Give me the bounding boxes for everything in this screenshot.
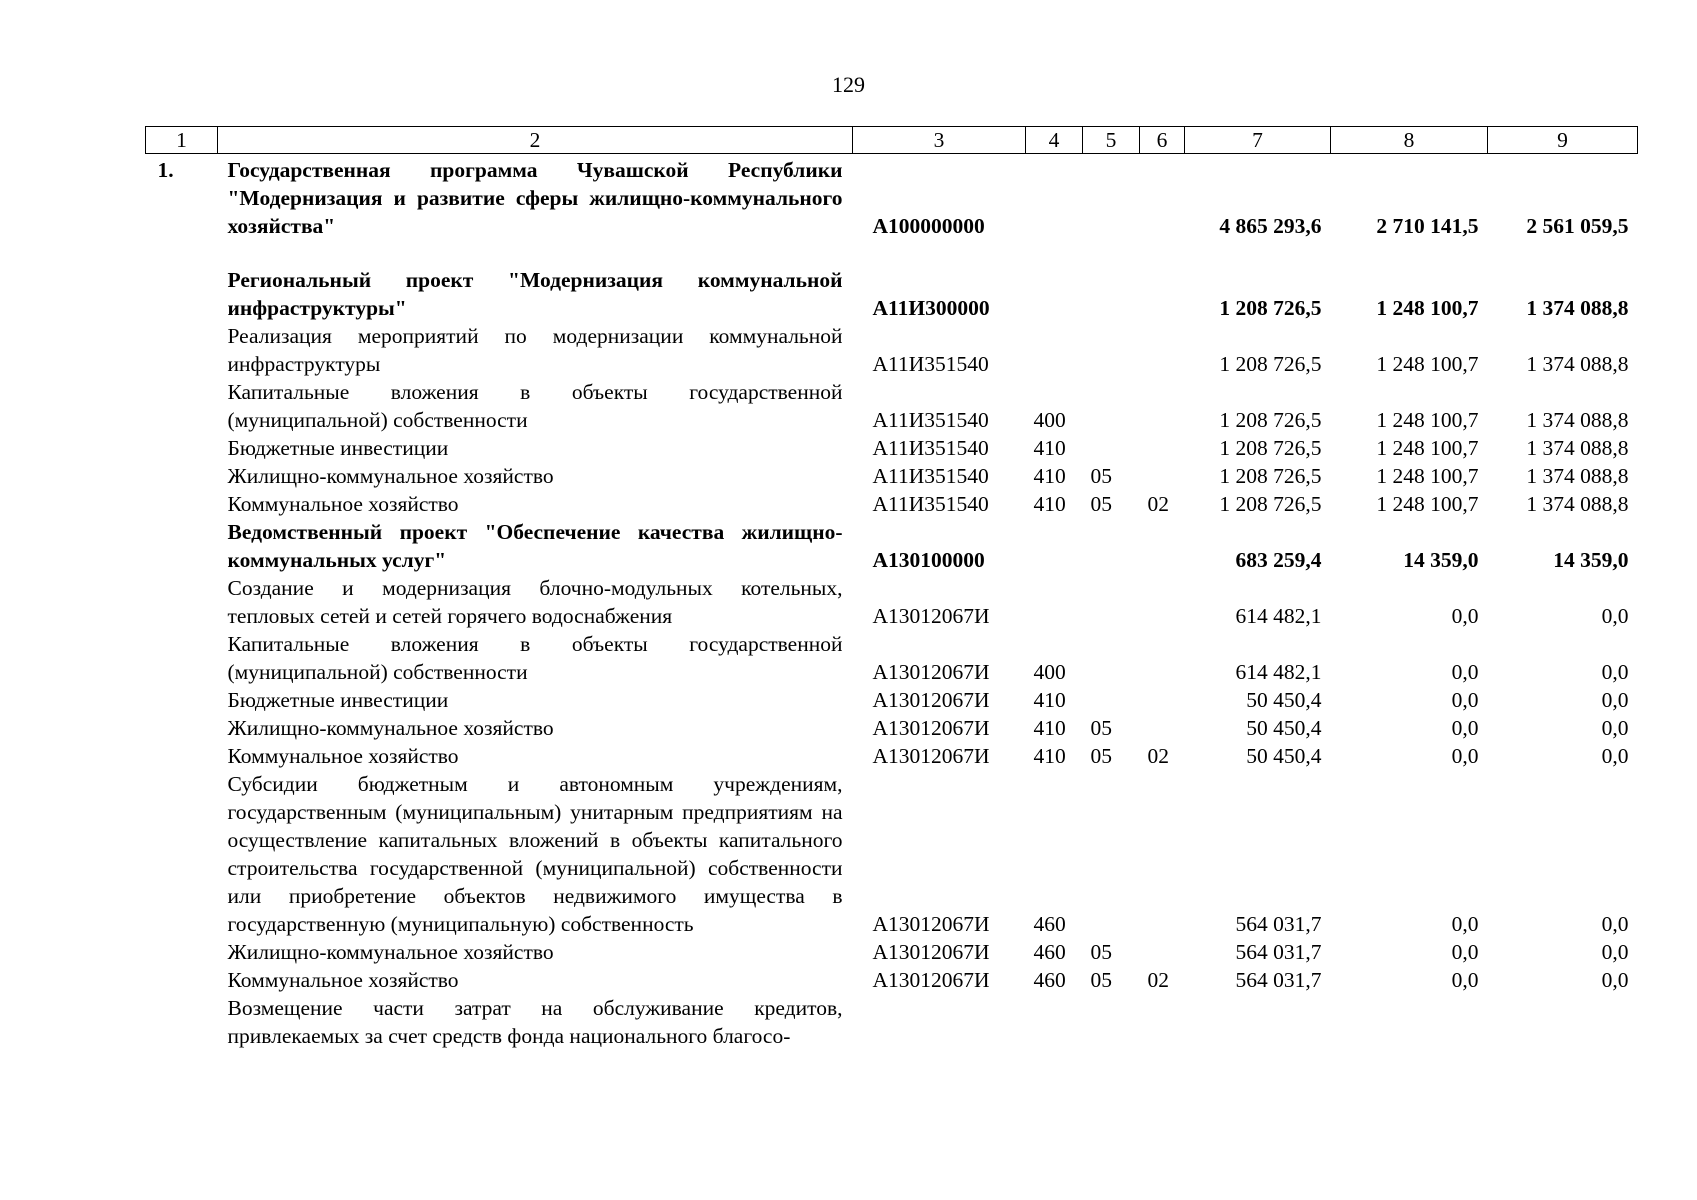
row-name: Субсидии бюджетным и автономным учреждениям, государственным (муниципальным) унитарным предприятиям на осуществление капитальных вложений в объекты капитального строительства государственной (муниципальной) собственности или приобретение объектов недвижимого имущества в государственную (муниципальную) собственность (227, 772, 843, 936)
table-row (146, 154, 1638, 241)
amount-col8 (1331, 994, 1488, 1050)
amount-col9: 1 374 088,8 (1526, 492, 1629, 516)
target-article-code: A11И351540 (872, 464, 989, 488)
target-article-code: A11И351540 (872, 352, 989, 376)
row-name: Коммунальное хозяйство (227, 744, 459, 768)
target-article-code: A130100000 (872, 548, 985, 572)
section-code: 05 (1090, 464, 1112, 488)
amount-col7: 50 450,4 (1246, 744, 1322, 768)
amount-col7: 4 865 293,6 (1219, 214, 1322, 238)
row-name: Государственная программа Чувашской Республики "Модернизация и развитие сферы жилищно-коммунального хозяйства" (227, 158, 843, 238)
subsection-code (1140, 434, 1185, 462)
amount-col7: 564 031,7 (1235, 912, 1322, 936)
column-header: 3 (853, 127, 1026, 154)
expense-type-code (1026, 994, 1083, 1050)
table-row (146, 714, 1638, 742)
target-article-code: A13012067И (872, 744, 990, 768)
subsection-code (1140, 266, 1185, 322)
amount-col8: 0,0 (1451, 940, 1479, 964)
subsection-code (1140, 154, 1185, 241)
amount-col7: 564 031,7 (1235, 968, 1322, 992)
amount-col8: 1 248 100,7 (1376, 436, 1479, 460)
expense-type-code: 410 (1033, 436, 1066, 460)
amount-col9: 1 374 088,8 (1526, 296, 1629, 320)
table-row (146, 266, 1638, 322)
subsection-code (1140, 378, 1185, 434)
amount-col9: 0,0 (1601, 912, 1629, 936)
target-article-code: A13012067И (872, 604, 990, 628)
row-number (146, 266, 218, 322)
section-code: 05 (1090, 716, 1112, 740)
page-number: 129 (832, 72, 865, 97)
table-row (146, 490, 1638, 518)
amount-col7: 1 208 726,5 (1219, 464, 1322, 488)
column-header: 2 (218, 127, 853, 154)
column-header: 5 (1083, 127, 1140, 154)
row-number (146, 574, 218, 630)
amount-col9: 0,0 (1601, 604, 1629, 628)
amount-col9: 0,0 (1601, 716, 1629, 740)
row-number (146, 966, 218, 994)
amount-col8: 1 248 100,7 (1376, 408, 1479, 432)
subsection-code (1140, 322, 1185, 378)
subsection-code (1140, 686, 1185, 714)
section-code: 05 (1090, 940, 1112, 964)
row-name: Жилищно-коммунальное хозяйство (227, 716, 554, 740)
row-name: Капитальные вложения в объекты государственной (муниципальной) собственности (227, 632, 843, 684)
table-body (146, 154, 1638, 1051)
subsection-code (1140, 994, 1185, 1050)
table-row (146, 434, 1638, 462)
row-name: Ведомственный проект "Обеспечение качества жилищно-коммунальных услуг" (227, 520, 843, 572)
subsection-code (1140, 462, 1185, 490)
table-row (146, 770, 1638, 938)
target-article-code: A13012067И (872, 968, 990, 992)
row-name: Жилищно-коммунальное хозяйство (227, 464, 554, 488)
subsection-code: 02 (1147, 968, 1169, 992)
row-number (146, 714, 218, 742)
row-name: Бюджетные инвестиции (227, 436, 449, 460)
row-number (146, 434, 218, 462)
expense-type-code (1026, 574, 1083, 630)
amount-col9: 2 561 059,5 (1526, 214, 1629, 238)
table-row (146, 322, 1638, 378)
amount-col7: 564 031,7 (1235, 940, 1322, 964)
target-article-code: A11И300000 (872, 296, 990, 320)
amount-col9: 0,0 (1601, 968, 1629, 992)
amount-col8: 0,0 (1451, 744, 1479, 768)
expense-type-code (1026, 266, 1083, 322)
row-number: 1. (157, 158, 174, 182)
subsection-code (1140, 518, 1185, 574)
target-article-code: A13012067И (872, 660, 990, 684)
amount-col9: 1 374 088,8 (1526, 408, 1629, 432)
row-number (146, 770, 218, 938)
amount-col8: 1 248 100,7 (1376, 464, 1479, 488)
target-article-code: A13012067И (872, 716, 990, 740)
amount-col7: 50 450,4 (1246, 688, 1322, 712)
column-header: 1 (146, 127, 218, 154)
target-article-code: A13012067И (872, 688, 990, 712)
table-row (146, 378, 1638, 434)
section-code: 05 (1090, 492, 1112, 516)
row-name: Бюджетные инвестиции (227, 688, 449, 712)
amount-col9: 0,0 (1601, 744, 1629, 768)
budget-table (145, 126, 1638, 1050)
expense-type-code: 410 (1033, 688, 1066, 712)
column-header: 9 (1488, 127, 1638, 154)
amount-col8: 0,0 (1451, 912, 1479, 936)
section-code (1083, 518, 1140, 574)
section-code (1083, 994, 1140, 1050)
target-article-code: A13012067И (872, 912, 990, 936)
row-name: Региональный проект "Модернизация коммунальной инфраструктуры" (227, 268, 843, 320)
row-name: Возмещение части затрат на обслуживание кредитов, привлекаемых за счет средств фонда национального благосо- (227, 996, 843, 1048)
row-number (146, 462, 218, 490)
amount-col9: 1 374 088,8 (1526, 352, 1629, 376)
amount-col7: 1 208 726,5 (1219, 296, 1322, 320)
expense-type-code: 410 (1033, 716, 1066, 740)
amount-col7 (1185, 994, 1331, 1050)
row-number (146, 518, 218, 574)
target-article-code: A11И351540 (872, 492, 989, 516)
table-row (146, 994, 1638, 1050)
section-code (1083, 322, 1140, 378)
table-row (146, 742, 1638, 770)
amount-col8: 0,0 (1451, 968, 1479, 992)
expense-type-code (1026, 322, 1083, 378)
row-name: Коммунальное хозяйство (227, 492, 459, 516)
amount-col8: 1 248 100,7 (1376, 296, 1479, 320)
subsection-code (1140, 714, 1185, 742)
row-name: Коммунальное хозяйство (227, 968, 459, 992)
expense-type-code: 460 (1033, 968, 1066, 992)
table-row (146, 686, 1638, 714)
amount-col9: 0,0 (1601, 940, 1629, 964)
amount-col7: 1 208 726,5 (1219, 492, 1322, 516)
section-code (1083, 266, 1140, 322)
row-number (146, 742, 218, 770)
section-code (1083, 630, 1140, 686)
row-number (146, 322, 218, 378)
section-code (1083, 434, 1140, 462)
expense-type-code: 400 (1033, 408, 1066, 432)
amount-col7: 614 482,1 (1235, 604, 1322, 628)
section-code (1083, 378, 1140, 434)
section-code (1083, 770, 1140, 938)
subsection-code: 02 (1147, 744, 1169, 768)
table-row (146, 630, 1638, 686)
amount-col7: 1 208 726,5 (1219, 408, 1322, 432)
column-header: 6 (1140, 127, 1185, 154)
expense-type-code: 410 (1033, 492, 1066, 516)
table-row (146, 574, 1638, 630)
expense-type-code: 460 (1033, 912, 1066, 936)
column-number-header (146, 127, 1638, 154)
column-header: 4 (1026, 127, 1083, 154)
row-name: Капитальные вложения в объекты государственной (муниципальной) собственности (227, 380, 843, 432)
table-row (146, 966, 1638, 994)
amount-col7: 50 450,4 (1246, 716, 1322, 740)
expense-type-code (1026, 518, 1083, 574)
row-number (146, 490, 218, 518)
subsection-code (1140, 574, 1185, 630)
row-name: Жилищно-коммунальное хозяйство (227, 940, 554, 964)
subsection-code (1140, 770, 1185, 938)
amount-col7: 1 208 726,5 (1219, 352, 1322, 376)
table-row (146, 938, 1638, 966)
row-name: Реализация мероприятий по модернизации коммунальной инфраструктуры (227, 324, 843, 376)
amount-col7: 1 208 726,5 (1219, 436, 1322, 460)
expense-type-code: 410 (1033, 744, 1066, 768)
amount-col8: 1 248 100,7 (1376, 352, 1479, 376)
section-code: 05 (1090, 744, 1112, 768)
amount-col8: 0,0 (1451, 660, 1479, 684)
amount-col9: 0,0 (1601, 688, 1629, 712)
section-code (1083, 574, 1140, 630)
row-number (146, 378, 218, 434)
amount-col8: 2 710 141,5 (1376, 214, 1479, 238)
target-article-code: A100000000 (872, 214, 985, 238)
expense-type-code: 410 (1033, 464, 1066, 488)
expense-type-code: 460 (1033, 940, 1066, 964)
section-code (1083, 154, 1140, 241)
amount-col9 (1488, 994, 1638, 1050)
subsection-code: 02 (1147, 492, 1169, 516)
amount-col8: 0,0 (1451, 604, 1479, 628)
subsection-code (1140, 630, 1185, 686)
column-header: 7 (1185, 127, 1331, 154)
section-code: 05 (1090, 968, 1112, 992)
subsection-code (1140, 938, 1185, 966)
target-article-code: A11И351540 (872, 408, 989, 432)
amount-col9: 1 374 088,8 (1526, 464, 1629, 488)
row-number (146, 938, 218, 966)
section-code (1083, 686, 1140, 714)
target-article-code: A11И351540 (872, 436, 989, 460)
amount-col9: 1 374 088,8 (1526, 436, 1629, 460)
amount-col8: 14 359,0 (1403, 548, 1479, 572)
target-article-code: A13012067И (872, 940, 990, 964)
expense-type-code: 400 (1033, 660, 1066, 684)
row-number (146, 630, 218, 686)
row-number (146, 994, 218, 1050)
row-number (146, 686, 218, 714)
target-article-code (853, 994, 1026, 1050)
row-name: Создание и модернизация блочно-модульных котельных, тепловых сетей и сетей горячего водоснабжения (227, 576, 843, 628)
amount-col9: 0,0 (1601, 660, 1629, 684)
table-row (146, 462, 1638, 490)
spacer-row (146, 240, 1638, 266)
amount-col8: 0,0 (1451, 716, 1479, 740)
expense-type-code (1026, 154, 1083, 241)
amount-col9: 14 359,0 (1553, 548, 1629, 572)
amount-col7: 614 482,1 (1235, 660, 1322, 684)
amount-col8: 1 248 100,7 (1376, 492, 1479, 516)
table-row (146, 518, 1638, 574)
amount-col7: 683 259,4 (1235, 548, 1322, 572)
column-header: 8 (1331, 127, 1488, 154)
amount-col8: 0,0 (1451, 688, 1479, 712)
